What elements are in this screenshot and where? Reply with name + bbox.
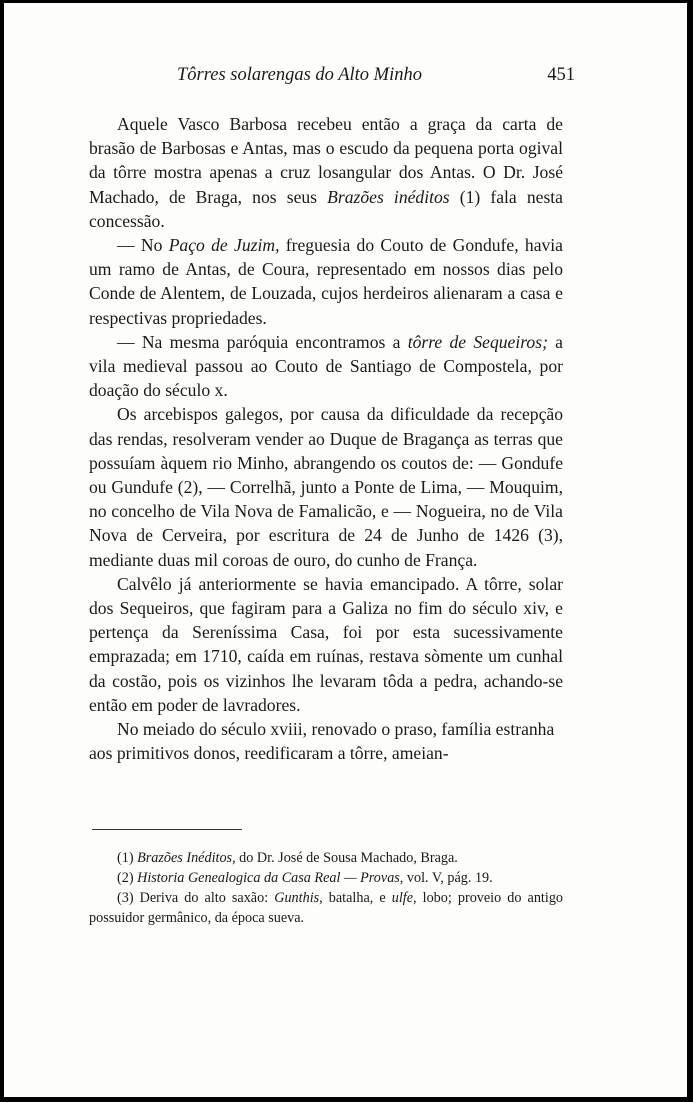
italic-place: tôrre de Sequeiros;: [407, 331, 548, 352]
paragraph: Calvêlo já anteriormente se havia emancipado. A tôrre, solar dos Sequeiros, que fagiram para a Galiza no fim do século xiv, e pertença da Sereníssima Casa, foi por esta sucessivamente emprazada; em 1710, caída em ruínas, restava sòmente um cunhal da costão, pois os vizinhos lhe levaram tôda a pedra, achando-se então em poder de lavradores.: [89, 573, 563, 715]
page-number: 451: [547, 65, 575, 85]
running-header: [87, 65, 575, 95]
paragraph: No meiado do século xviii, renovado o praso, família estranha aos primitivos donos, reedificaram a tôrre, ameian-: [89, 719, 555, 764]
book-page: [4, 3, 687, 1097]
running-title: Tôrres solarengas do Alto Minho: [177, 65, 422, 85]
footnote: (2) Historia Genealogica da Casa Real — Provas, vol. V, pág. 19.: [117, 870, 493, 886]
italic-title: Brazões inéditos: [327, 186, 450, 207]
footnotes: [89, 848, 563, 928]
footnote: (3) Deriva do alto saxão: Gunthis, batalha, e ulfe, lobo; proveio do antigo possuidor germânico, da época sueva.: [89, 890, 564, 926]
body-text: [89, 112, 563, 765]
footnote-divider: [92, 829, 242, 830]
footnote: (1) Brazões Inéditos, do Dr. José de Sousa Machado, Braga.: [117, 850, 458, 866]
paragraph: Os arcebispos galegos, por causa da dificuldade da recepção das rendas, resolveram vender ao Duque de Bragança as terras que possuíam àquem rio Minho, abrangendo os coutos de: — Gondufe ou Gundufe (2), — Correlhã, junto a Ponte de Lima, — Mouquim, no concelho de Vila Nova de Famalicão, e — Nogueira, no de Vila Nova de Cerveira, por escritura de 24 de Junho de 1426 (3), mediante duas mil coroas de ouro, do cunho de França.: [89, 404, 563, 570]
paragraph: — No Paço de Juzim, freguesia do Couto de Gondufe, havia um ramo de Antas, de Coura, representado em nossos dias pelo Conde de Alentem, de Louzada, cujos herdeiros alienaram a casa e respectivas propriedades.: [89, 235, 563, 328]
paragraph: — Na mesma paróquia encontramos a tôrre de Sequeiros; a vila medieval passou ao Couto de Santiago de Compostela, por doação do século x.: [89, 331, 563, 401]
paragraph: Aquele Vasco Barbosa recebeu então a graça da carta de brasão de Barbosas e Antas, mas o escudo da pequena porta ogival da tôrre mostra apenas a cruz losangular dos Antas. O Dr. José Machado, de Braga, nos seus Brazões inéditos (1) fala nesta concessão.: [89, 114, 563, 231]
italic-place: Paço de Juzim,: [168, 235, 280, 256]
